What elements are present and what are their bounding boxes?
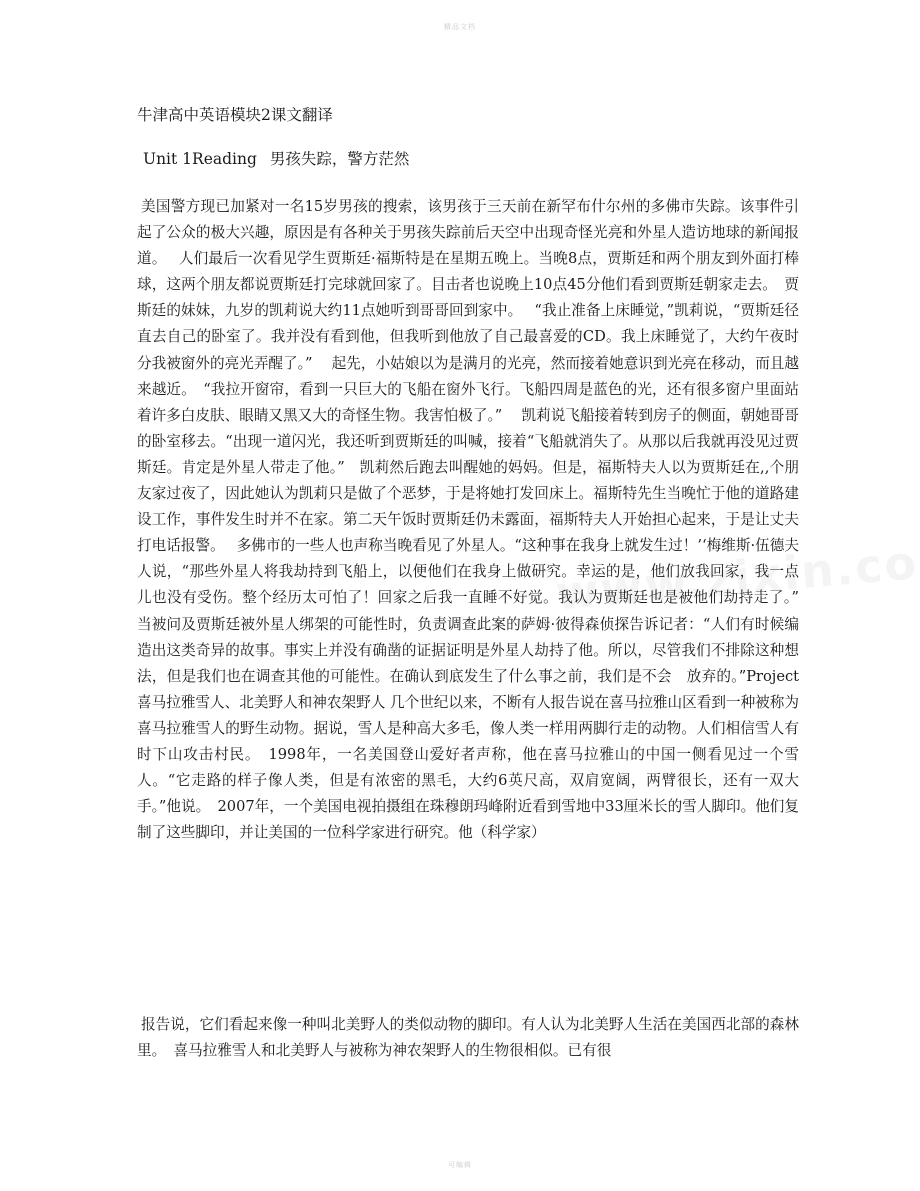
body-paragraph-2: 报告说，它们看起来像一种叫北美野人的类似动物的脚印。有人认为北美野人生活在美国西北部的森林里。 喜马拉雅雪人和北美野人与被称为神农架野人的生物很相似。已有很: [137, 1016, 799, 1060]
unit-title: 男孩失踪，警方茫然: [269, 150, 410, 168]
unit-heading: [143, 148, 803, 170]
page-header-mark: 精品文档: [444, 23, 476, 31]
body-paragraph-1: 美国警方现已加紧对一名15岁男孩的搜索，该男孩于三天前在新罕布什尔州的多佛市失踪。该事件引起了公众的极大兴趣，原因是有各种关于男孩失踪前后天空中出现奇怪光亮和外星人造访地球的新闻报道。 人们最后一次看见学生贾斯廷·福斯特是在星期五晚上。当晚8点，贾斯廷和两个朋友到外面打棒球，这两个朋友都说贾斯廷打完球就回家了。目击者也说晚上10点45分他们看到贾斯廷朝家走去。 贾斯廷的妹妹，九岁的凯莉说大约11点她听到哥哥回到家中。 “我止准备上床睡觉，”凯莉说，“贾斯廷径直去自己的卧室了。我并没有看到他，但我听到他放了自己最喜爱的CD。我上床睡觉了，大约午夜时分我被窗外的亮光弄醒了。” 起先，小姑娘以为是满月的光亮，然而接着她意识到光亮在移动，而且越来越近。 “我拉开窗帘，看到一只巨大的飞船在窗外飞行。飞船四周是蓝色的光，还有很多窗户里面站着许多白皮肤、眼睛又黑又大的奇怪生物。我害怕极了。” 凯莉说飞船接着转到房子的侧面，朝她哥哥的卧室移去。“出现一道闪光，我还听到贾斯廷的叫喊，接着“飞船就消失了。从那以后我就再没见过贾斯廷。肯定是外星人带走了他。” 凯莉然后跑去叫醒她的妈妈。但是，福斯特夫人以为贾斯廷在,,个朋友家过夜了，因此她认为凯莉只是做了个恶梦，于是将她打发回床上。福斯特先生当晚忙于他的道路建设工作，事件发生时并不在家。第二天午饭时贾斯廷仍未露面，福斯特夫人开始担心起来，于是让丈夫打电话报警。 多佛市的一些人也声称当晚看见了外星人。“这种事在我身上就发生过！’‘梅维斯·伍德夫人说，“那些外星人将我劫持到飞船上，以便他们在我身上做研究。幸运的是，他们放我回家，我一点儿也没有受伤。整个经历太可怕了！回家之后我一直睡不好觉。我认为贾斯廷也是被他们劫持走了。” 当被问及贾斯廷被外星人绑架的可能性时，负责调查此案的萨姆·彼得森侦探告诉记者：“人们有时候编造出这类奇异的故事。事实上并没有确凿的证据证明是外星人劫持了他。所以，尽管我们不排除这种想法，但是我们也在调查其他的可能性。在确认到底发生了什么事之前，我们是不会 放弃的。”Project 喜马拉雅雪人、北美野人和神农架野人 几个世纪以来，不断有人报告说在喜马拉雅山区看到一种被称为喜马拉雅雪人的野生动物。据说，雪人是种高大多毛，像人类一样用两脚行走的动物。人们相信雪人有时下山攻击村民。 1998年，一名美国登山爱好者声称，他在喜马拉雅山的中国一侧看见过一个雪人。“它走路的样子像人类，但是有浓密的黑毛，大约6英尺高，双肩宽阔，两臂很长，还有一双大手。”他说。 2007年，一个美国电视拍摄组在珠穆朗玛峰附近看到雪地中33厘米长的雪人脚印。他们复制了这些脚印，并让美国的一位科学家进行研究。他（科学家）: [137, 198, 814, 842]
unit-label: Unit 1Reading: [143, 150, 257, 168]
document-title: 牛津高中英语模块2课文翻译: [137, 106, 333, 124]
page-footer-mark: 可编辑: [448, 1161, 472, 1169]
